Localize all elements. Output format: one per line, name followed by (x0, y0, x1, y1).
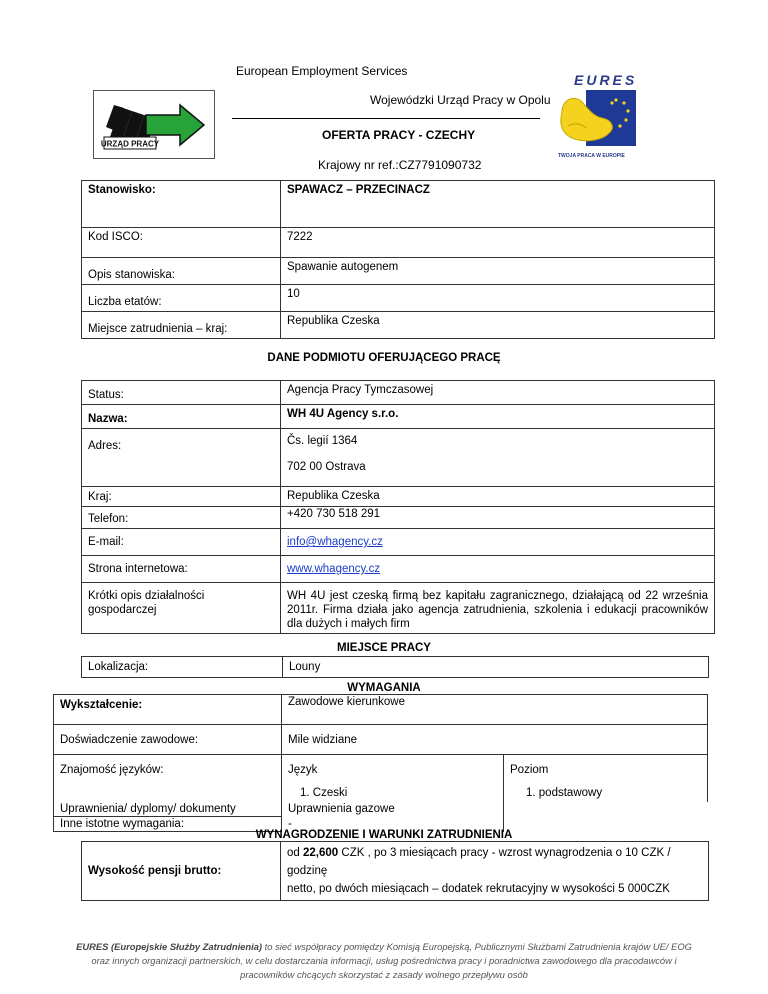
eures-tagline: TWOJA PRACA W EUROPIE (558, 153, 625, 159)
pensja-label: Wysokość pensji brutto: (82, 842, 281, 901)
kod-isco-value: 7222 (281, 228, 715, 258)
email-label: E-mail: (82, 529, 281, 556)
opis-dzialalnosci-value: WH 4U jest czeską firmą bez kapitału zagranicznego, działającą od 22 września 2011r. Firma działa jako agencja zatrudnienia, szkolenia i edukacji pracowników dla dużych i małych firm (281, 583, 715, 634)
footer-line1 (70, 940, 698, 954)
uprawnienia-value: Uprawnienia gazowe (282, 802, 504, 817)
miejsce-zatrudnienia-label: Miejsce zatrudnienia – kraj: (82, 312, 281, 339)
inne-value: - (282, 817, 504, 832)
doswiadczenie-value: Mile widziane (282, 725, 708, 755)
adres-label: Adres: (82, 429, 281, 487)
wyksztalcenie-value: Zawodowe kierunkowe (282, 695, 708, 725)
miejsce-zatrudnienia-value: Republika Czeska (281, 312, 715, 339)
requirements-heading: WYMAGANIA (347, 682, 421, 694)
eures-logo-graphic (556, 72, 640, 162)
wyksztalcenie-label: Wykształcenie: (54, 695, 282, 725)
email-link[interactable]: info@whagency.cz (287, 536, 383, 548)
header-divider (232, 118, 540, 119)
lokalizacja-label: Lokalizacja: (82, 657, 283, 678)
uprawnienia-empty (504, 802, 708, 817)
footer-bold: EURES (Europejskie Służby Zatrudnienia) (76, 941, 263, 952)
stanowisko-value: SPAWACZ – PRZECINACZ (281, 181, 715, 228)
eures-logo (556, 72, 640, 162)
poziom-column (504, 755, 708, 803)
telefon-value: +420 730 518 291 (281, 507, 715, 529)
pensja-line2: netto, po dwóch miesiącach – dodatek rekrutacyjny w wysokości 5 000CZK (287, 883, 670, 895)
urzad-pracy-logo (93, 90, 215, 159)
page-title: OFERTA PRACY - CZECHY (322, 128, 476, 142)
status-value: Agencja Pracy Tymczasowej (281, 381, 715, 405)
footer-line3: pracowników chcących skorzystać z zasady wolnego przepływu osób (240, 969, 528, 980)
jezyk-item: 1. Czeski (300, 787, 348, 799)
jezyk-column (282, 755, 504, 803)
pensja-rest1: CZK , po 3 miesiącach pracy - wzrost wynagrodzenia o 10 CZK / godzinę (287, 847, 671, 877)
header-org: Wojewódzki Urząd Pracy w Opolu (370, 93, 551, 107)
jezyk-header: Język (288, 764, 318, 776)
requirements-table (53, 694, 708, 832)
adres-line1: Čs. legií 1364 (287, 435, 358, 447)
nazwa-value: WH 4U Agency s.r.o. (281, 405, 715, 429)
footer-line2: oraz innych organizacji partnerskich, w celu dostarczania informacji, usług pośrednictwa pracy i poradnictwa zawodowego dla pracodawców i (91, 955, 677, 966)
www-label: Strona internetowa: (82, 556, 281, 583)
telefon-label: Telefon: (82, 507, 281, 529)
lokalizacja-value: Louny (283, 657, 709, 678)
jezyki-label: Znajomość języków: (54, 755, 282, 803)
email-value (281, 529, 715, 556)
opis-dzialalnosci-label: Krótki opis działalności gospodarczej (82, 583, 281, 634)
salary-heading: WYNAGRODZENIE I WARUNKI ZATRUDNIENIA (255, 829, 513, 841)
doswiadczenie-label: Doświadczenie zawodowe: (54, 725, 282, 755)
header-top: European Employment Services (236, 64, 408, 78)
liczba-etatow-label: Liczba etatów: (82, 285, 281, 312)
adres-line2: 702 00 Ostrava (287, 461, 366, 473)
kraj-value: Republika Czeska (281, 487, 715, 507)
pensja-value (281, 842, 709, 901)
nazwa-label: Nazwa: (82, 405, 281, 429)
stanowisko-label: Stanowisko: (82, 181, 281, 228)
opis-stanowiska-value: Spawanie autogenem (281, 258, 715, 285)
poziom-header: Poziom (510, 764, 549, 776)
footer (70, 940, 698, 982)
eures-logo-text: EURES (574, 72, 638, 88)
pensja-prefix: od (287, 847, 303, 859)
inne-label: Inne istotne wymagania: (54, 817, 282, 832)
poziom-item: 1. podstawowy (526, 787, 603, 799)
footer-line1-text: to sieć współpracy pomiędzy Komisją Europejską, Publicznymi Służbami Zatrudnienia krajów UE/ EOG (262, 941, 692, 952)
pensja-amount: 22,600 (303, 847, 339, 859)
www-value (281, 556, 715, 583)
employer-table (81, 380, 715, 634)
position-table (81, 180, 715, 339)
adres-value (281, 429, 715, 487)
opis-stanowiska-label: Opis stanowiska: (82, 258, 281, 285)
website-link[interactable]: www.whagency.cz (287, 563, 381, 575)
urzad-pracy-logo-text: URZĄD PRACY (100, 139, 160, 149)
workplace-heading: MIEJSCE PRACY (337, 642, 431, 654)
urzad-pracy-logo-graphic (94, 91, 214, 158)
workplace-table (81, 656, 709, 678)
salary-table (81, 841, 709, 901)
employer-heading: DANE PODMIOTU OFERUJĄCEGO PRACĘ (267, 352, 501, 364)
status-label: Status: (82, 381, 281, 405)
pensja-line1 (287, 844, 702, 880)
kraj-label: Kraj: (82, 487, 281, 507)
reference-number: Krajowy nr ref.:CZ7791090732 (318, 158, 482, 172)
kod-isco-label: Kod ISCO: (82, 228, 281, 258)
liczba-etatow-value: 10 (281, 285, 715, 312)
uprawnienia-label: Uprawnienia/ dyplomy/ dokumenty (54, 802, 282, 817)
